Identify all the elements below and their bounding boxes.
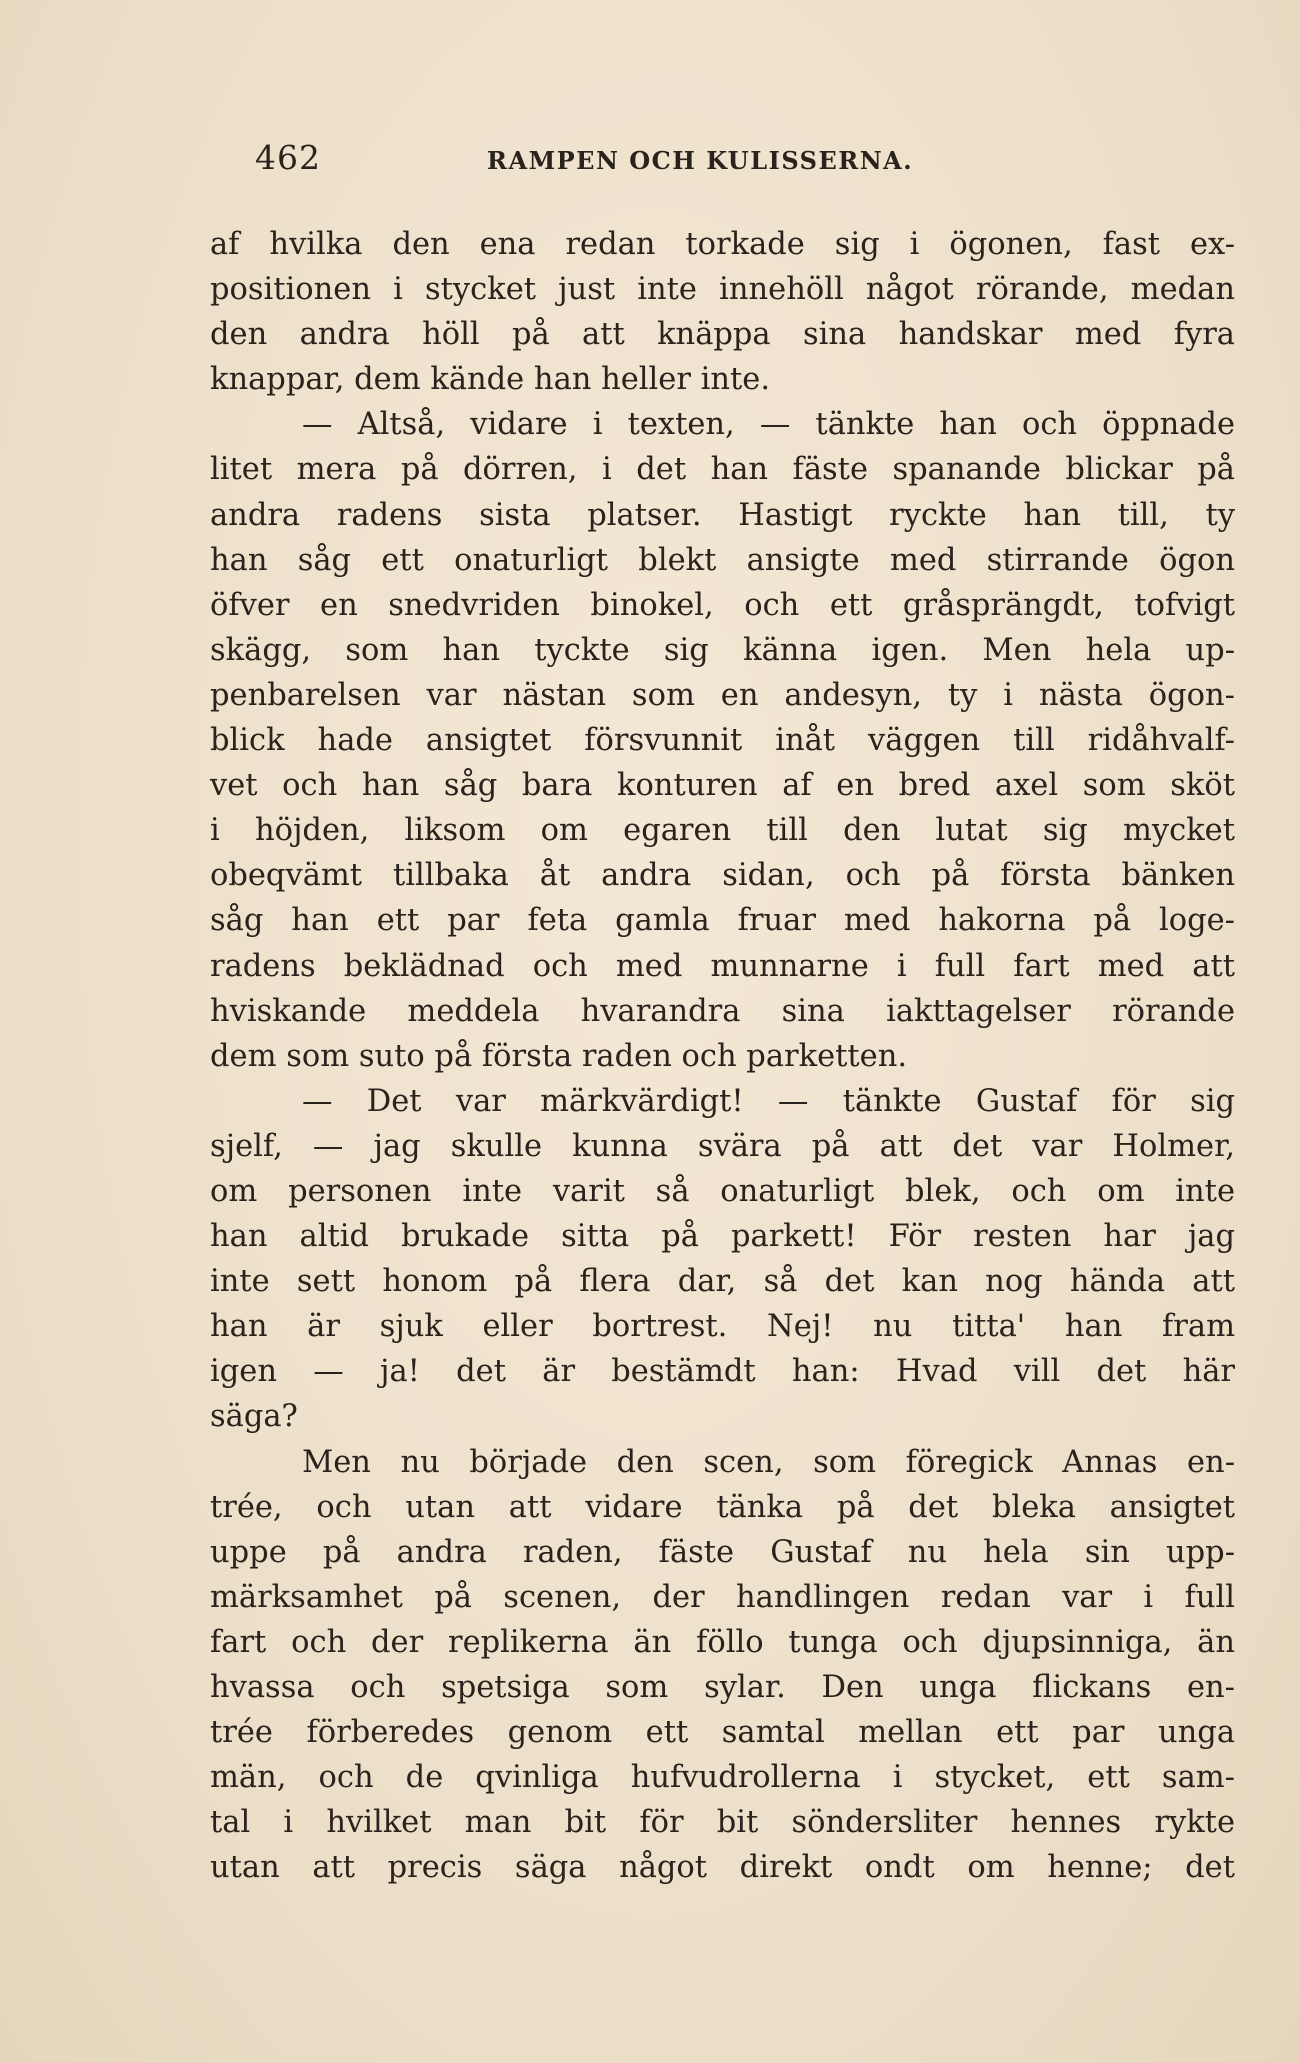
running-title: RAMPEN OCH KULISSERNA. [487,146,914,175]
text-line: trée, och utan att vidare tänka på det bleka ansigtet [210,1489,1235,1525]
text-line: han altid brukade sitta på parkett! För resten har jag [210,1219,1235,1255]
text-line: obeqvämt tillbaka åt andra sidan, och på första bänken [210,858,1235,894]
text-line: igen — ja! det är bestämdt han: Hvad vill det här [210,1354,1235,1390]
text-line: trée förberedes genom ett samtal mellan ett par unga [210,1715,1235,1751]
text-line: blick hade ansigtet försvunnit inåt väggen till ridåhvalf- [210,723,1235,759]
text-line: män, och de qvinliga hufvudrollerna i stycket, ett sam- [210,1760,1235,1796]
text-line: utan att precis säga något direkt ondt om henne; det [210,1850,1235,1886]
text-line: vet och han såg bara konturen af en bred axel som sköt [210,768,1235,804]
text-line: skägg, som han tyckte sig känna igen. Men hela up- [210,632,1235,668]
text-line: — Altså, vidare i texten, — tänkte han och öppnade [302,407,1235,443]
text-line: andra radens sista platser. Hastigt ryckte han till, ty [210,497,1235,533]
text-line: fart och der replikerna än föllo tunga och djupsinniga, än [210,1624,1235,1660]
text-line: säga? [210,1399,298,1435]
text-line: han såg ett onaturligt blekt ansigte med stirrande ögon [210,542,1235,578]
text-line: uppe på andra raden, fäste Gustaf nu hela sin upp- [210,1534,1235,1570]
text-line: radens beklädnad och med munnarne i full fart med att [210,948,1235,984]
text-line: om personen inte varit så onaturligt blek, och om inte [210,1173,1235,1209]
text-line: penbarelsen var nästan som en andesyn, ty i nästa ögon- [210,677,1235,713]
page-number: 462 [255,138,321,177]
text-line: litet mera på dörren, i det han fäste spanande blickar på [210,452,1235,488]
text-line: tal i hvilket man bit för bit söndersliter hennes rykte [210,1805,1235,1841]
text-line: positionen i stycket just inte innehöll något rörande, medan [210,272,1235,308]
text-line: af hvilka den ena redan torkade sig i ögonen, fast ex- [210,227,1235,262]
text-line: öfver en snedvriden binokel, och ett gråsprängdt, tofvigt [210,587,1235,623]
text-line: i höjden, liksom om egaren till den lutat sig mycket [210,813,1235,849]
text-line: sjelf, — jag skulle kunna svära på att det var Holmer, [210,1128,1235,1164]
text-line: dem som suto på första raden och parketten. [210,1038,908,1074]
text-line: Men nu började den scen, som föregick Annas en- [302,1444,1235,1480]
text-line: hviskande meddela hvarandra sina iakttagelser rörande [210,993,1235,1029]
page-header [255,138,1115,188]
body-text [210,222,1235,1890]
text-line: den andra höll på att knäppa sina handskar med fyra [210,317,1235,353]
text-line: — Det var märkvärdigt! — tänkte Gustaf för sig [302,1083,1235,1119]
text-line: hvassa och spetsiga som sylar. Den unga flickans en- [210,1670,1235,1705]
text-line: inte sett honom på flera dar, så det kan nog hända att [210,1264,1235,1300]
text-line: såg han ett par feta gamla fruar med hakorna på loge- [210,903,1235,939]
text-line: märksamhet på scenen, der handlingen redan var i full [210,1579,1235,1615]
text-line: knappar, dem kände han heller inte. [210,362,771,398]
text-line: han är sjuk eller bortrest. Nej! nu titta' han fram [210,1309,1235,1345]
